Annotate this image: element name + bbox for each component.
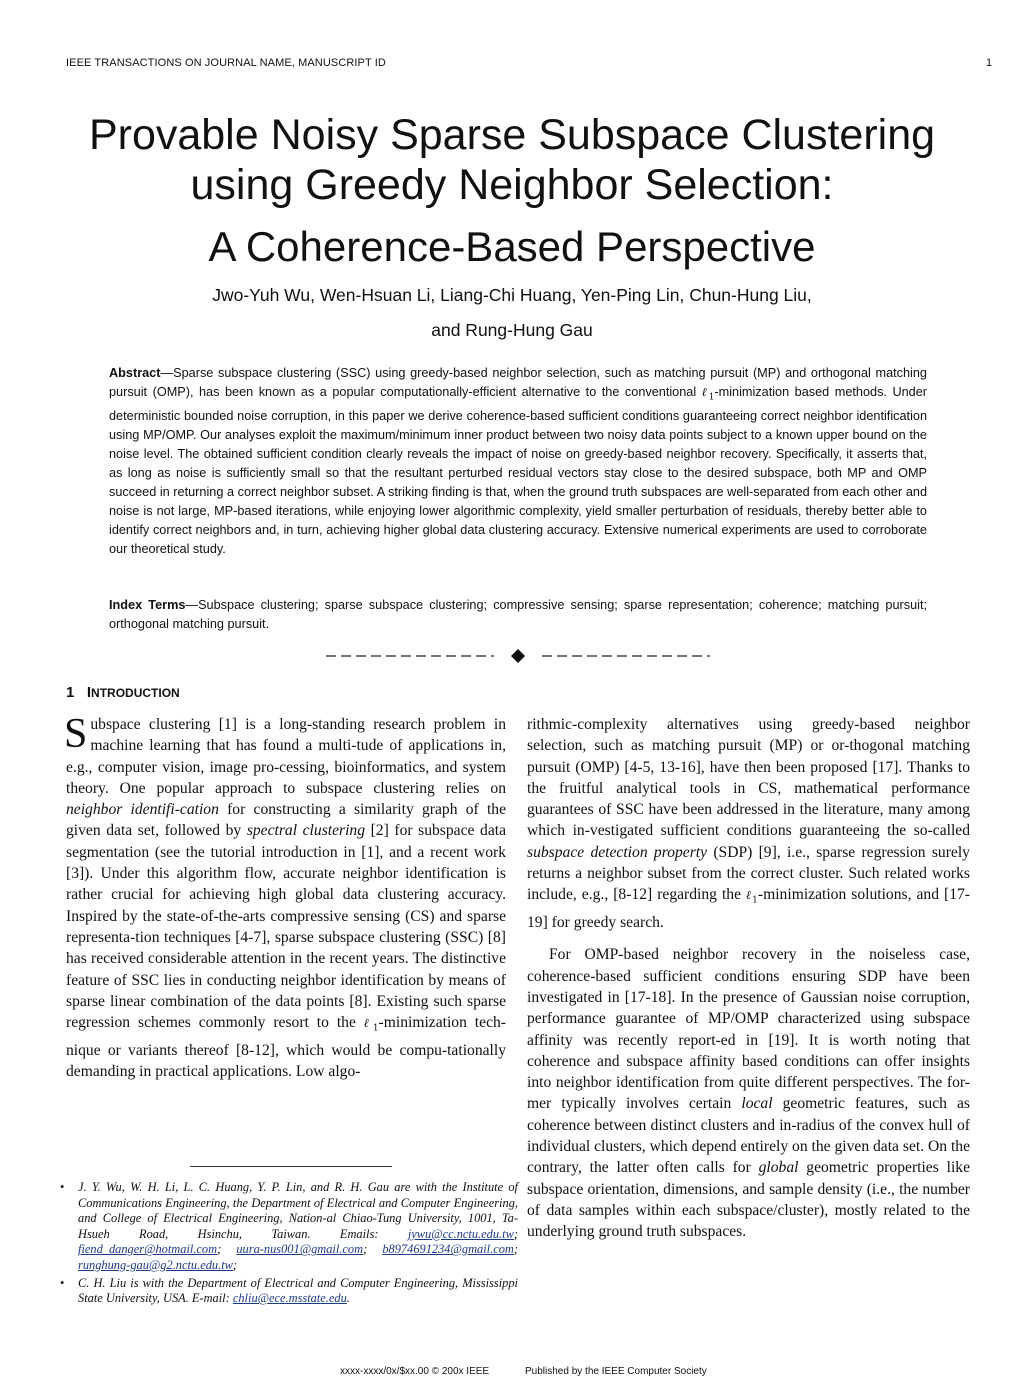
footnotes (60, 1180, 518, 1309)
right-column (527, 714, 970, 1243)
abstract-label: Abstract (109, 366, 161, 380)
footnote-affiliation-2: • C. H. Liu is with the Department of Electrical and Computer Engineering, Mississippi State University, USA. E-mail: chliu@ece.msstate.edu. (60, 1275, 518, 1306)
paper-title-line-2: using Greedy Neighbor Selection: (190, 161, 834, 209)
index-terms-label: Index Terms (109, 598, 186, 612)
bullet-icon: • (60, 1180, 65, 1194)
index-terms (109, 596, 927, 634)
email-link[interactable]: fiend_danger@hotmail.com (78, 1242, 218, 1257)
email-link[interactable]: jywu@cc.nctu.edu.tw (407, 1226, 514, 1241)
paper-title-line-1: Provable Noisy Sparse Subspace Clustering (88, 111, 936, 159)
abstract (109, 364, 927, 559)
authors-line-1: Jwo-Yuh Wu, Wen-Hsuan Li, Liang-Chi Huang, Yen-Ping Lin, Chun-Hung Liu, (212, 285, 812, 305)
ell-one-symbol: ℓ$_1$ (701, 385, 715, 403)
page-number: 1 (986, 57, 993, 69)
authors-line-2: and Rung-Hung Gau (431, 320, 593, 340)
running-head: IEEE TRANSACTIONS ON JOURNAL NAME, MANUSCRIPT ID (66, 57, 386, 69)
intro-paragraph-1: Subspace clustering [1] is a long-standing research problem in machine learning that has found a multi-tude of applications in, e.g., computer vision, image pro-cessing, bioinformatics, and system theory. One popular approach to subspace clustering relies on neighbor identifi-cation for constructing a similarity graph of the given data set, followed by spectral clustering [2] for subspace data segmentation (see the tutorial introduction in [1], and a recent work [3]). Under this algorithm flow, accurate neighbor identification is rather crucial for achieving high global data clustering accuracy. Inspired by the state-of-the-arts compressive sensing (CS) and sparse representa-tion techniques [4-7], sparse subspace clustering (SSC) [8] has received considerable attention in the recent years. The distinctive feature of SSC lies in conducting neighbor identification by means of sparse linear combination of the data points [8]. Existing such sparse regression schemes commonly resort to the ℓ$_1$-minimization tech-nique or variants thereof [8-12], which would be compu-tationally demanding in practical applications. Low algo- (64, 711, 506, 1081)
diamond-icon (511, 649, 525, 663)
abstract-text-1: —Sparse subspace clustering (SSC) using greedy-based neighbor selection, such as matching pursuit (MP) and orthogonal matching pursuit (OMP), has been known as a popular computationally-efficient alternative to the conventional (109, 366, 927, 399)
section-divider (326, 648, 710, 664)
ell-one-symbol: ℓ$_1$ (363, 1016, 379, 1034)
email-link[interactable]: chliu@ece.msstate.edu (232, 1291, 347, 1306)
footer-publisher: Published by the IEEE Computer Society (525, 1366, 707, 1377)
section-heading: 1 INTRODUCTION (66, 684, 180, 701)
email-link[interactable]: runghung-gau@g2.nctu.edu.tw (78, 1257, 233, 1272)
footnote-affiliation-1: • J. Y. Wu, W. H. Li, L. C. Huang, Y. P. Lin, and R. H. Gau are with the Institute of Communications Engineering, the Department of Electrical and Computer Engineering, and College of Electrical Engineering, Nation-al Chiao-Tung University, 1001, Ta-Hsueh Road, Hsinchu, Taiwan. Emails: jywu@cc.nctu.edu.tw; fiend_danger@hotmail.com; uura-nus001@gmail.com; b8974691234@gmail.com; runghung-gau@g2.nctu.edu.tw; (60, 1180, 518, 1272)
index-terms-text: —Subspace clustering; sparse subspace clustering; compressive sensing; sparse representation; coherence; matching pursuit; orthogonal matching pursuit. (109, 598, 927, 631)
email-link[interactable]: uura-nus001@gmail.com (236, 1242, 364, 1257)
left-column (64, 711, 506, 1082)
email-link[interactable]: b8974691234@gmail.com (382, 1242, 514, 1257)
footer-copyright: xxxx-xxxx/0x/$xx.00 © 200x IEEE (340, 1366, 490, 1377)
intro-paragraph-2: For OMP-based neighbor recovery in the noiseless case, coherence-based sufficient conditions ensuring SDP have been investigated in [17-18]. In the presence of Gaussian noise corruption, performance guarantee of MP/OMP characterized using subspace affinity was recently report-ed in [19]. It is worth noting that coherence and subspace affinity based conditions can offer insights into neighbor identification from quite different perspectives. The for-mer typically involves certain local geometric features, such as coherence between distinct clusters and in-radius of the convex hull of individual clusters, which depend entirely on the given data set. On the contrary, the latter often calls for global geometric properties like subspace orientation, dimensions, and sample density (i.e., the number of data samples within each subspace/cluster), mostly related to the underlying ground truth subspaces. (527, 946, 971, 1241)
drop-cap: S (64, 711, 88, 757)
abstract-text-2: -minimization based methods. Under deterministic bounded noise corruption, in this paper we derive coherence-based sufficient conditions guaranteeing correct neighbor identification using MP/OMP. Our analyses exploit the maximum/minimum inner product between two noisy data points subject to a known upper bound on the noise level. The obtained sufficient condition clearly reveals the impact of noise on greedy-based neighbor recovery. Specifically, it asserts that, as long as noise is sufficiently small so that the resultant perturbed residual vectors stay close to the desired subspace, both MP and OMP succeed in returning a correct neighbor subset. A striking finding is that, when the ground truth subspaces are well-separated from each other and noise is not large, MP-based iterations, while enjoying lower algorithmic complexity, yield smaller perturbation of residuals, thereby better able to identify correct neighbors and, in turn, achieving higher global data clustering accuracy. Extensive numerical experiments are used to corroborate our theoretical study. (109, 385, 928, 557)
intro-paragraph-1-cont: rithmic-complexity alternatives using greedy-based neighbor selection, such as matching pursuit (MP) or or-thogonal matching pursuit (OMP) [4-5, 13-16], have then been proposed [17]. Thanks to the fruitful analytical tools in CS, mathematical performance guarantees of SSC have been addressed in the literature, many among which in-vestigated sufficient conditions guaranteeing the so-called subspace detection property (SDP) [9], i.e., sparse regression surely returns a neighbor subset from the correct cluster. Such related works include, e.g., [8-12] regarding the ℓ$_1$-minimization solutions, and [17-19] for greedy search. (527, 716, 971, 932)
paper-title-line-3: A Coherence-Based Perspective (208, 223, 816, 270)
bullet-icon: • (60, 1275, 65, 1290)
footnote-rule (190, 1166, 392, 1167)
ell-one-symbol: ℓ$_1$ (746, 888, 758, 906)
